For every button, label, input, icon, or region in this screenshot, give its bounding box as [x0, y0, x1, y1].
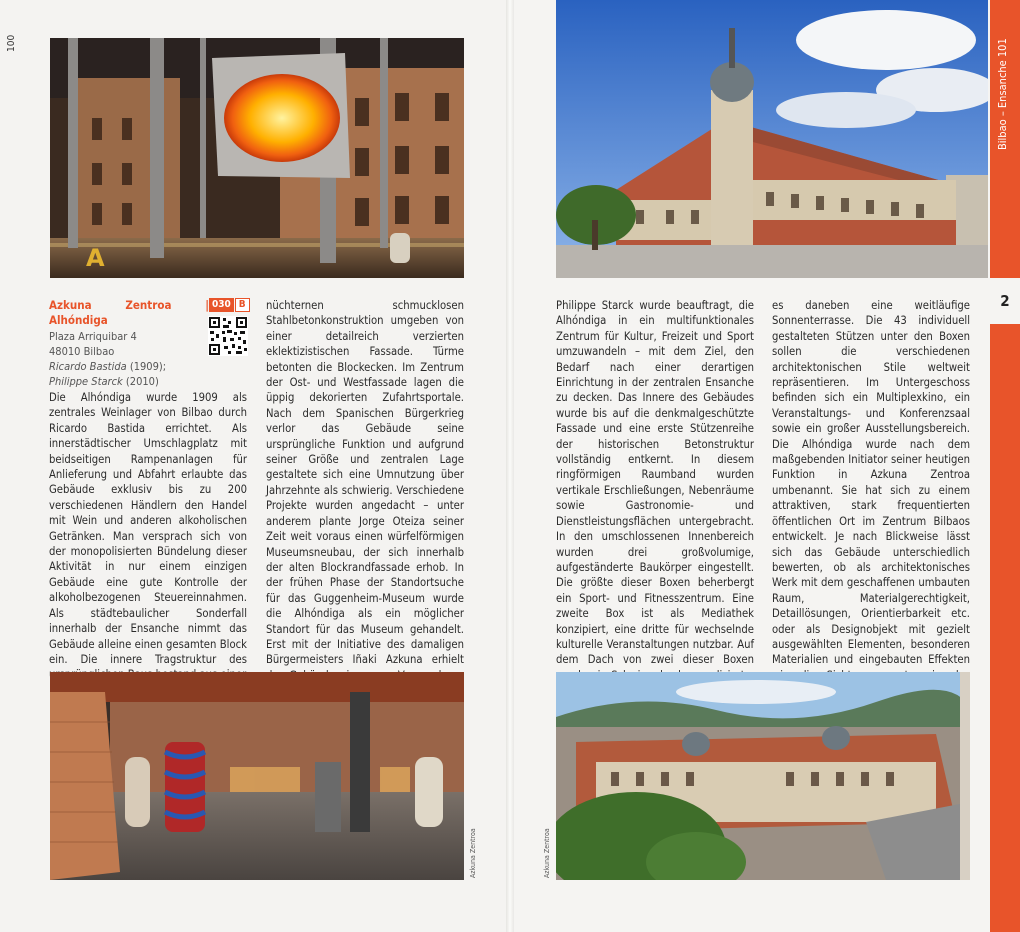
entry-street: Plaza Arriquibar 4 — [49, 329, 137, 343]
photo-interior-columns — [50, 672, 464, 880]
qr-code-icon[interactable] — [208, 316, 248, 356]
entry-code: 030 — [209, 298, 234, 312]
text-column-2 — [266, 298, 464, 699]
entry-year-1: (1909); — [129, 359, 167, 373]
entry-year-2: (2010) — [125, 374, 159, 388]
text-column-4 — [772, 298, 970, 699]
entry-architect-1: Ricardo Bastida — [49, 359, 127, 373]
section-tab-label: Bilbao – Ensanche 101 — [996, 38, 1009, 150]
page-number-left: 100 — [6, 34, 17, 52]
text-column-3 — [556, 298, 754, 699]
svg-text:A: A — [86, 244, 105, 272]
book-gutter — [506, 0, 514, 932]
photo-credit-right: Azkuna Zentroa — [543, 828, 551, 878]
photo-aerial-view — [556, 672, 970, 880]
entry-grid-letter: B — [235, 298, 250, 312]
body-paragraph-1: Die Alhóndiga wurde 1909 als zentrales Weinlager von Bilbao durch Ricardo Bastida errichtet. Als innerstädtischer Umschlagplatz mit beidseitigen Rampenanlagen für Anlieferung und Abfahrt erlaubte das Gebäude exklusiv bis zu 200 verschiedenen Händlern den Handel mit Wein und anderen alkoholischen Getränken. Man versprach sich von der monopolisierten Bündelung dieser Aktivität in nur einem einzigen Gebäude eine gute Kontrolle der alkoholbezogenen Steuereinnahmen. Als städtebaulicher Sonderfall innerhalb der Ensanche nimmt das Gebäude alleine einen gesamten Block ein. Die innere Tragstruktur des — [49, 391, 247, 666]
photo-credit-left: Azkuna Zentroa — [469, 828, 477, 878]
chapter-side-tab — [990, 0, 1020, 932]
photo-building-exterior — [556, 0, 988, 278]
entry-city: 48010 Bilbao — [49, 344, 115, 358]
entry-title: Azkuna Zentroa | Alhóndiga — [49, 298, 209, 328]
text-column-1 — [49, 390, 247, 683]
entry-header — [49, 298, 209, 389]
chapter-number: 2 — [990, 278, 1020, 324]
body-paragraph-2: nüchternen schmucklosen Stahlbetonkonstruktion umgeben von einer detailreich verzierten eklektizistischen Fassade. Türme betonten die Blockecken. Im Zentrum der Ost- und Westfassade lagen die üppig dekorierten Zufahrtsportale. Nach dem Spanischen Bürgerkrieg verlor das Gebäude seine ursprüngliche Funktion und aufgrund seiner Größe und zentralen Lage gestaltete sich eine Umnutzung über Jahrzehnte als schwierig. Verschiedene Projekte wurden angedacht – unter anderem plante Jorge Oteiza seiner Zeit weit voraus einen würfelförmigen Museumsneubau, der sich innerhalb der alten Blockrandfassade erhob. In der frühen Phase der Standortsuche für das Guggenheim-Museum wurde die Alhóndiga als ein möglicher Standort für das Museum gehandelt. Erst mit der Initiative des damaligen Bürgermeisters Iñaki Azkuna erhielt — [266, 299, 464, 667]
photo-atrium-interior — [50, 38, 464, 278]
body-paragraph-4: es daneben eine weitläufige Sonnenterrasse. Die 43 individuell gestalteten Stützen unter den Boxen sollen die verschiedenen architektonischen Stile weltweit repräsentieren. Im Untergeschoss befinden sich ein Multiplexkino, ein Veranstaltungs- und Konferenzsaal sowie ein großer Ausstellungsbereich. Die Alhóndiga wurde nach dem maßgebenden Initiator seiner heutigen Funktion in Azkuna Zentroa umbenannt. Sie hat sich zu einem attraktiven, stark frequentierten öffentlichen Ort im Zentrum Bilbaos entwickelt. Je nach Blickweise lässt sich das Gebäude unterschiedlich bewerten, ob als architektonisches Werk mit dem geschaffenen umbauten Raum, Materialgerechtigkeit, Detaillösungen, Orientierbarkeit etc. oder als Designobjekt mit gezielt ausgewählten Elementen, besonderen Materialien und eingebauten Effekten — [772, 299, 970, 667]
entry-code-badge — [209, 298, 250, 312]
entry-architect-2: Philippe Starck — [49, 374, 123, 388]
body-paragraph-3: Philippe Starck wurde beauftragt, die Alhóndiga in ein multifunktionales Zentrum für Kultur, Freizeit und Sport umzuwandeln – mit dem Ziel, den Bedarf nach einer derartigen Einrichtung in der zentralen Ensanche zu decken. Das Innere des Gebäudes wurde bis auf die denkmalgeschützte Fassade und eine erste Stützenreihe der historischen Betonstruktur vollständig entkernt. In diesem ringförmigen Raumband wurden vertikale Erschließungen, Nebenräume sowie Gastronomie- und Dienstleistungsflächen untergebracht. In den umschlossenen Innenbereich wurden drei großvolumige, aufgeständerte Baukörper eingestellt. Die größte dieser Boxen beherbergt ein Sport- und Fitnesszentrum. Eine zweite Box ist als Mediathek konzipiert, eine dritte für wechselnde kulturelle Veranstaltungen nutzbar. Auf dem Dach von zwei dieser Boxen — [556, 299, 754, 667]
